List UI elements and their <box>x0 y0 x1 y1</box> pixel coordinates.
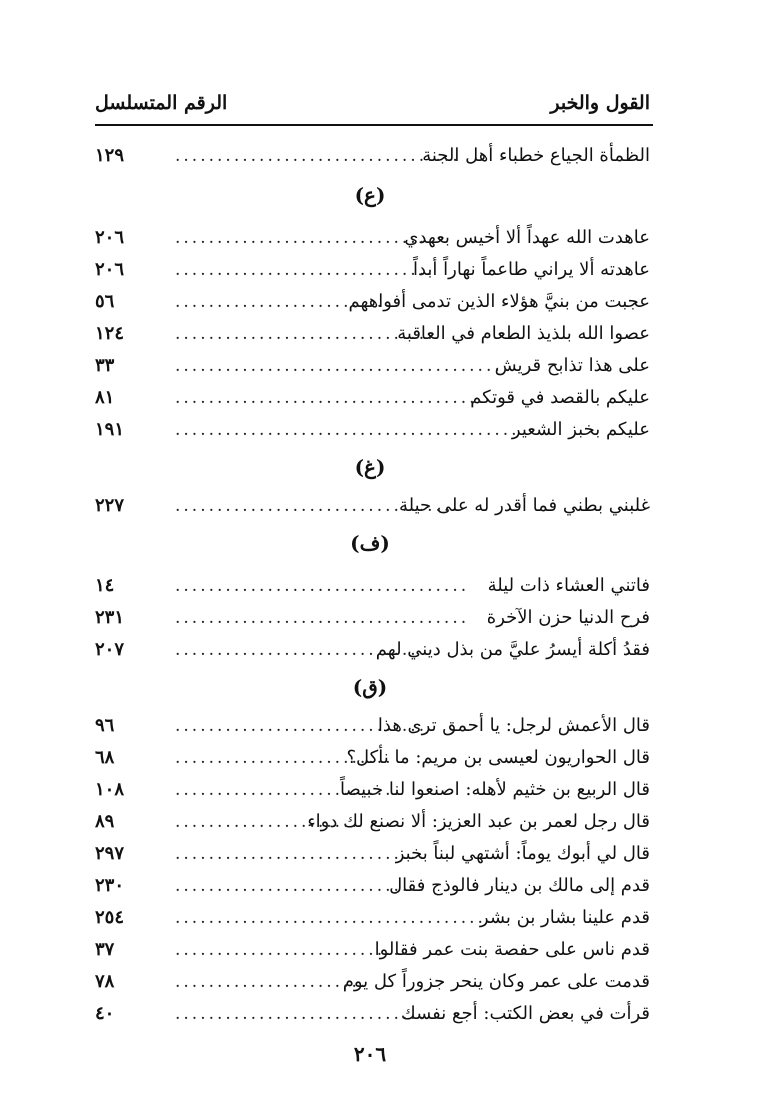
page-header <box>95 92 650 122</box>
entry-number: ٣٣ <box>95 355 115 376</box>
entry-number: ٢٢٧ <box>95 495 125 516</box>
entry-text: فاتني العشاء ذات ليلة <box>487 575 650 596</box>
leader-dots: ....................... <box>175 972 369 992</box>
entry-text: عليكم بخبز الشعير <box>511 419 650 440</box>
entry-text: قدم علينا بشار بن بشر <box>479 907 650 928</box>
leader-dots: .............................. <box>175 844 428 864</box>
entry-number: ٨١ <box>95 387 115 408</box>
index-entry <box>95 1000 650 1030</box>
index-entry <box>95 808 650 838</box>
entry-number: ١٤ <box>95 575 115 596</box>
index-entry <box>95 384 650 414</box>
index-entry <box>95 712 650 742</box>
leader-dots: ......................................... <box>175 420 520 440</box>
entry-number: ٧٨ <box>95 971 115 992</box>
leader-dots: .............................. <box>175 716 428 736</box>
entry-text: الظمأة الجياع خطباء أهل الجنة <box>422 145 650 166</box>
leader-dots: ............................... <box>175 228 436 248</box>
leader-dots: ..................................... <box>175 388 486 408</box>
header-column-label: الرقم المتسلسل <box>95 92 228 114</box>
entry-number: ٢٩٧ <box>95 843 125 864</box>
entry-text: عاهدت الله عهداً ألا أخيس بعهدي <box>404 227 650 248</box>
entry-number: ٥٦ <box>95 291 115 312</box>
entry-text: عاهدته ألا يراني طاعماً نهاراً أبداً <box>412 259 650 280</box>
index-entry <box>95 256 650 286</box>
entry-text: قدم إلى مالك بن دينار فالوذج فقال <box>389 875 650 896</box>
section-letter: (ع) <box>354 183 386 207</box>
leader-dots: ............................. <box>175 640 419 660</box>
entry-number: ٨٩ <box>95 811 115 832</box>
entry-text: قال الحواريون لعيسى بن مريم: ما نأكل؟ <box>346 747 650 768</box>
index-entry <box>95 492 650 522</box>
section-letter: (ف) <box>350 531 390 555</box>
entry-number: ٣٧ <box>95 939 115 960</box>
entry-number: ٢٠٦ <box>95 259 125 280</box>
leader-dots: .............................. <box>175 1004 428 1024</box>
index-entry <box>95 224 650 254</box>
entry-number: ٢٠٧ <box>95 639 125 660</box>
index-entry <box>95 142 650 172</box>
entry-number: ١٠٨ <box>95 779 125 800</box>
leader-dots: ................................. <box>175 496 453 516</box>
header-title: القول والخبر <box>550 92 650 114</box>
leader-dots: ........................................ <box>175 356 512 376</box>
page-number: ٢٠٦ <box>353 1042 387 1066</box>
leader-dots: ................................... <box>175 576 470 596</box>
index-entry <box>95 936 650 966</box>
entry-text: قدم ناس على حفصة بنت عمر فقالوا <box>374 939 650 960</box>
leader-dots: ............................... <box>175 260 436 280</box>
index-entry <box>95 352 650 382</box>
index-entry <box>95 744 650 774</box>
leader-dots: ........................... <box>175 780 402 800</box>
leader-dots: .......................... <box>175 748 394 768</box>
index-entry <box>95 288 650 318</box>
entry-number: ٢٥٤ <box>95 907 125 928</box>
index-entry <box>95 636 650 666</box>
entry-number: ١٢٤ <box>95 323 125 344</box>
index-entry <box>95 572 650 602</box>
entry-number: ٢٠٦ <box>95 227 125 248</box>
entry-text: قال الربيع بن خثيم لأهله: اصنعوا لنا خبيصاً <box>340 779 650 800</box>
entry-text: عليكم بالقصد في قوتكم <box>470 387 650 408</box>
leader-dots: .................................. <box>175 146 461 166</box>
entry-text: عصوا الله بلذيذ الطعام في العاقبة <box>397 323 650 344</box>
entry-number: ١٢٩ <box>95 145 125 166</box>
leader-dots: ................................... <box>175 608 470 628</box>
index-entry <box>95 968 650 998</box>
section-letter: (ق) <box>352 675 388 699</box>
index-entry <box>95 416 650 446</box>
entry-text: قدمت على عمر وكان ينحر جزوراً كل يوم <box>342 971 650 992</box>
entry-text: قال لي أبوك يوماً: أشتهي لبناً بخبز <box>395 843 650 864</box>
leader-dots: ............................... <box>175 324 436 344</box>
leader-dots: ...................... <box>175 812 360 832</box>
entry-text: فقدُ أكلة أيسرُ عليَّ من بذل ديني لهم <box>375 639 650 660</box>
entry-number: ٢٣١ <box>95 607 125 628</box>
index-entry <box>95 776 650 806</box>
entry-number: ٤٠ <box>95 1003 115 1024</box>
leader-dots: ...................................... <box>175 908 495 928</box>
index-entry <box>95 320 650 350</box>
leader-dots: ............................ <box>175 940 411 960</box>
index-entry <box>95 904 650 934</box>
entry-text: قرأت في بعض الكتب: أجع نفسك <box>400 1003 650 1024</box>
entry-text: على هذا تذابح قريش <box>494 355 650 376</box>
entry-number: ٢٣٠ <box>95 875 125 896</box>
leader-dots: ........................... <box>175 292 402 312</box>
index-entry <box>95 872 650 902</box>
section-letter: (غ) <box>354 455 386 479</box>
entry-text: عجبت من بنيَّ هؤلاء الذين تدمى أفواههم <box>348 291 650 312</box>
entry-text: غلبني بطني فما أقدر له على حيلة <box>398 495 650 516</box>
entry-number: ٩٦ <box>95 715 115 736</box>
entry-number: ١٩١ <box>95 419 125 440</box>
entry-text: قال رجل لعمر بن عبد العزيز: ألا نصنع لك دواء <box>307 811 650 832</box>
entry-text: قال الأعمش لرجل: يا أحمق ترى هذا <box>377 715 650 736</box>
leader-dots: .............................. <box>175 876 428 896</box>
entry-number: ٦٨ <box>95 747 115 768</box>
index-entry <box>95 604 650 634</box>
index-entry <box>95 840 650 870</box>
header-divider <box>95 124 653 126</box>
entry-text: فرح الدنيا حزن الآخرة <box>486 607 650 628</box>
